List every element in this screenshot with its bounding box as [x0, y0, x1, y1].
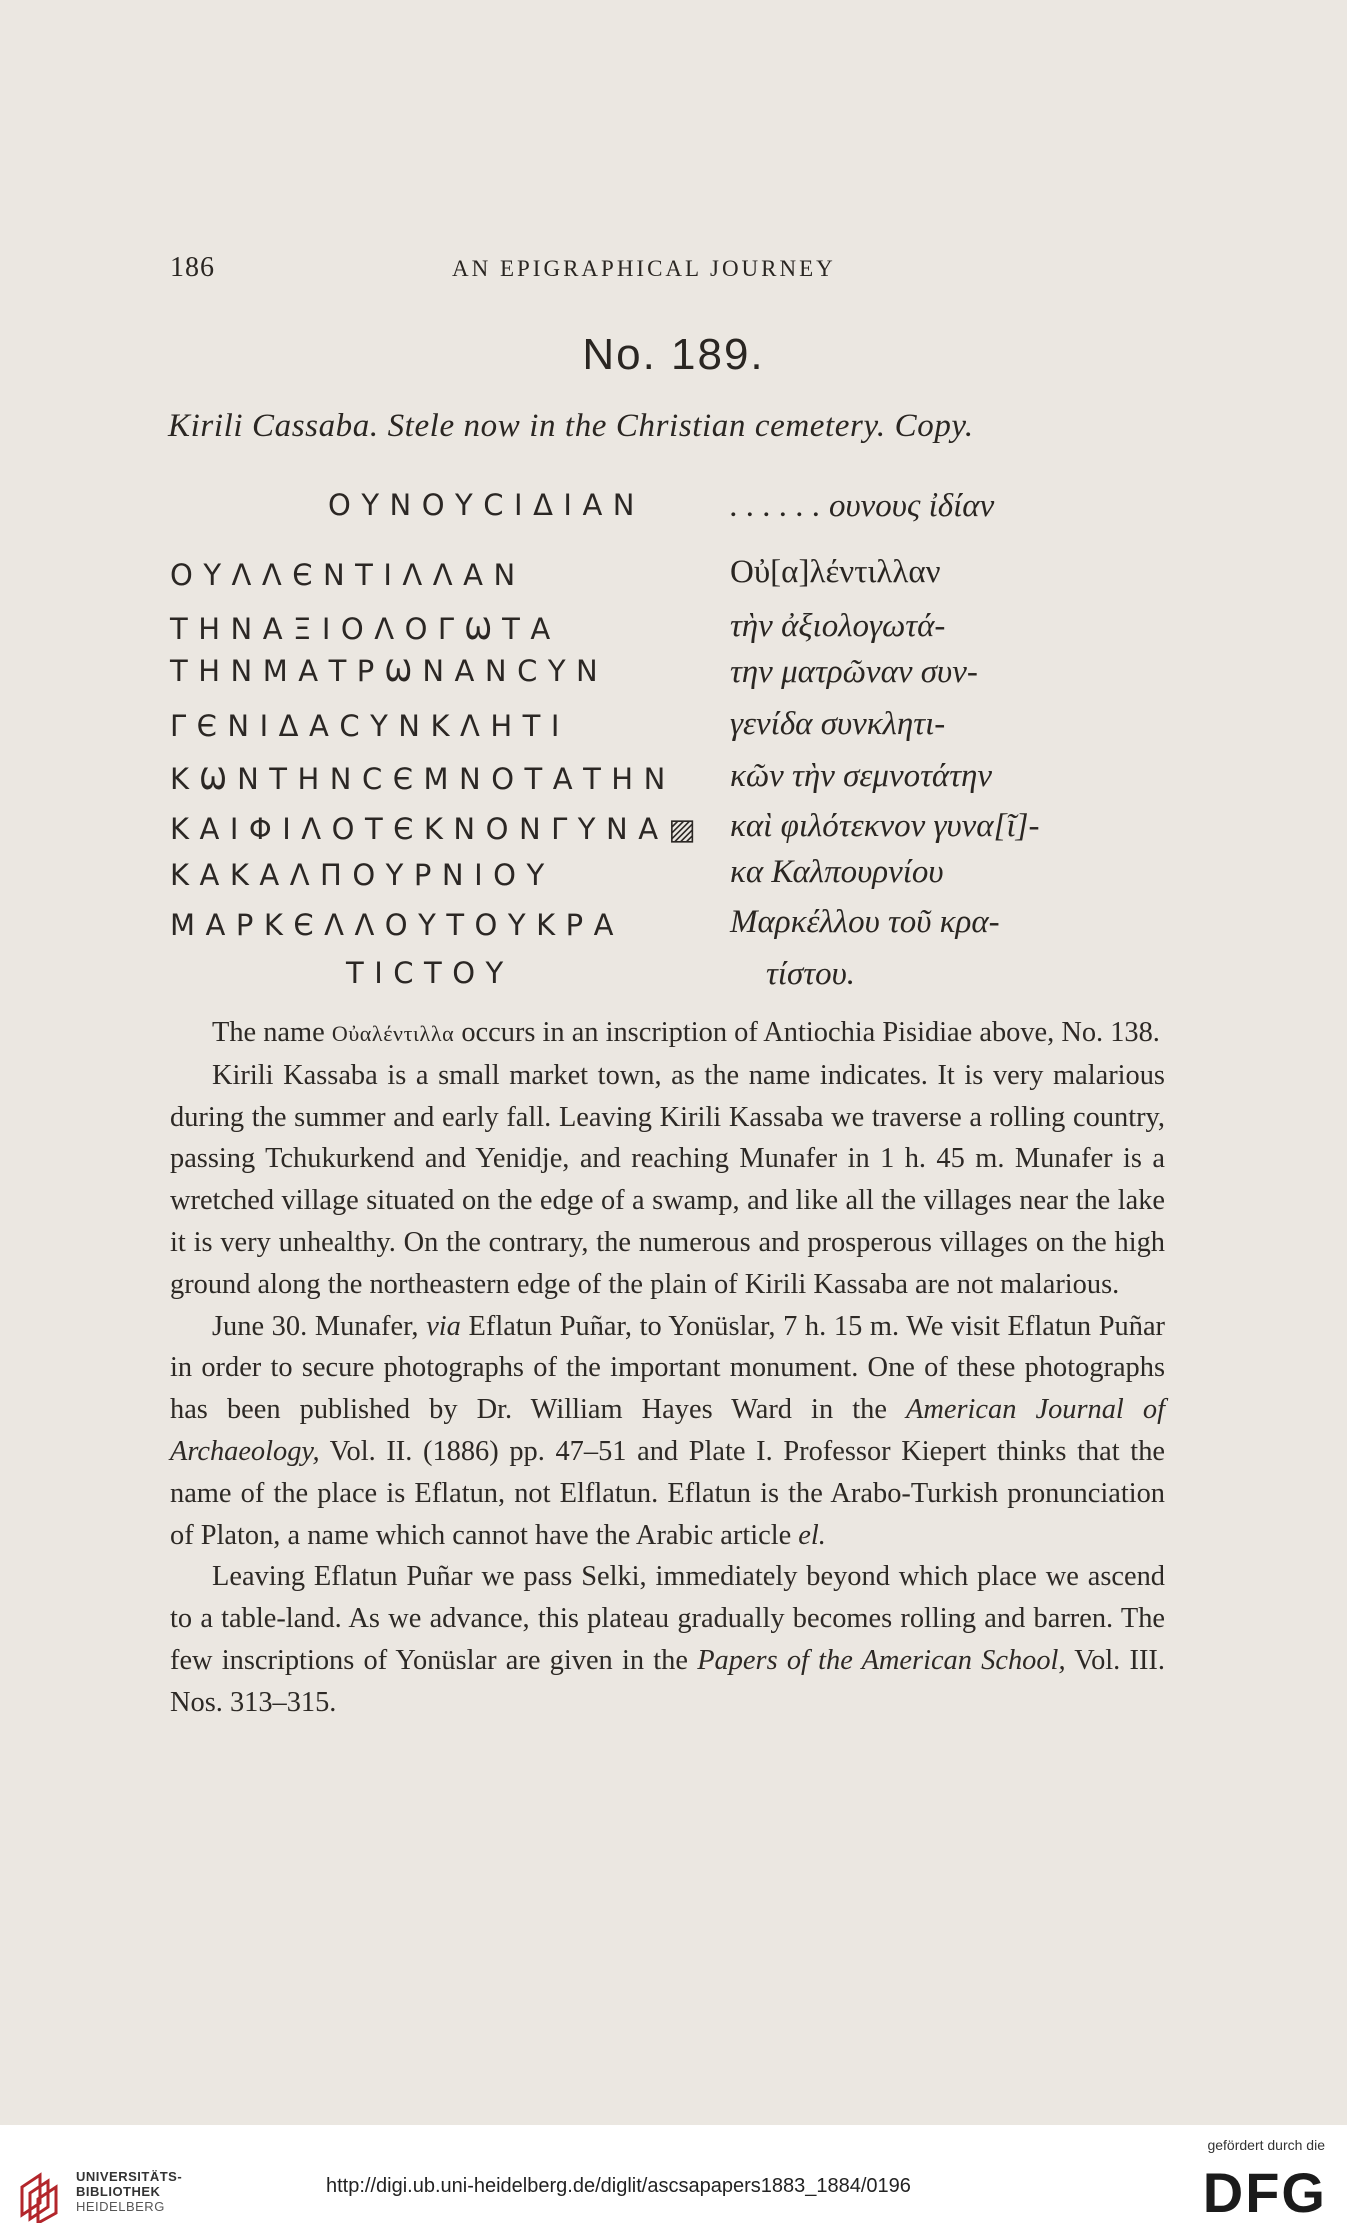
uncial-line: ΚѠΝΤΗΝϹЄΜΝΟΤΑΤΗΝ: [170, 762, 676, 796]
text-run: June 30. Munafer,: [212, 1310, 427, 1342]
library-name: [76, 2169, 182, 2214]
text-run: Vol. III. Nos. 313–315.: [170, 1644, 1165, 1718]
transcription-line: . . . . . . ουνους ἰδίαν: [730, 488, 995, 524]
library-name-line: UNIVERSITÄTS-: [76, 2169, 183, 2184]
text-run: Vol. II. (1886) pp. 47–51 and Plate I. Professor Kiepert thinks that the name of the place is Eflatun, not Elflatun. Eflatun is the Arabo-Turkish pronunciation of Platon, a name which cannot have the Arabic article: [170, 1435, 1165, 1551]
library-name-line: HEIDELBERG: [76, 2199, 165, 2214]
uncial-line: ΤΗΝΑΞΙΟΛΟΓѠΤΑ: [170, 612, 561, 646]
transcription-line: γενίδα συνκλητι-: [730, 706, 946, 742]
italic-run: via: [426, 1310, 461, 1342]
text-run: The name: [212, 1017, 332, 1048]
inscription-number: No. 189.: [582, 330, 765, 379]
funded-by-label: gefördert durch die: [1207, 2137, 1325, 2153]
uncial-line: ΚΑΚΑΛΠΟΥΡΝΙΟΥ: [170, 858, 555, 892]
paragraph-1: [170, 1012, 1165, 1055]
transcription-line: καὶ φιλότεκνον γυνα[ῖ]-: [730, 808, 1040, 844]
text-run: occurs in an inscription of Antiochia Pisidiae above, No. 138.: [454, 1017, 1160, 1048]
italic-run: el.: [798, 1519, 826, 1551]
uncial-line: ΜΑΡΚЄΛΛΟΥΤΟΥΚΡΑ: [170, 908, 624, 942]
greek-name: Οὐαλέντιλλα: [331, 1021, 455, 1046]
paragraph-4: [170, 1556, 1165, 1723]
running-title: AN EPIGRAPHICAL JOURNEY: [452, 256, 836, 281]
library-name-line: BIBLIOTHEK: [76, 2184, 161, 2199]
uncial-line: ΓЄΝΙΔΑϹΥΝΚΛΗΤΙ: [170, 709, 570, 743]
uncial-line: ΟΥΛΛЄΝΤΙΛΛΑΝ: [170, 558, 526, 592]
digitization-footer: [0, 2125, 1347, 2232]
transcription-line: τίστου.: [766, 956, 855, 992]
university-library-logo-icon: [16, 2171, 68, 2223]
transcription-line: κῶν τὴν σεμνοτάτην: [730, 758, 993, 794]
transcription-line: κα Καλπουρνίου: [730, 854, 944, 890]
paragraph-3: [170, 1306, 1165, 1557]
uncial-line: ΚΑΙΦΙΛΟΤЄΚΝΟΝΓΥΝΑ▨: [170, 812, 707, 846]
uncial-line: ΟΥΝΟΥϹΙΔΙΑΝ: [328, 488, 645, 522]
journal-title: American Journal of Archaeology,: [170, 1394, 1165, 1467]
page-number: 186: [170, 252, 215, 283]
series-title: Papers of the American School,: [697, 1644, 1066, 1676]
transcription-line: Μαρκέλλου τοῦ κρα-: [730, 904, 1000, 940]
inscription-subtitle: Kirili Cassaba. Stele now in the Christian cemetery. Copy.: [168, 408, 974, 444]
text-run: Eflatun Puñar, to Yonüslar, 7 h. 15 m. We visit Eflatun Puñar in order to secure photographs of the important monument. One of these photographs has been published by Dr. William Hayes Ward in the: [170, 1310, 1165, 1426]
body-text: [170, 1012, 1165, 1724]
transcription-line: Οὐ[α]λέντιλλαν: [730, 554, 941, 590]
uncial-line: ΤΗΝΜΑΤΡѠΝΑΝϹΥΝ: [170, 654, 609, 688]
transcription-line: την ματρῶναν συν-: [730, 654, 978, 690]
paragraph-2: Kirili Kassaba is a small market town, as the name indicates. It is very malarious during the summer and early fall. Leaving Kirili Kassaba we traverse a rolling country, passing Tchukurkend and Yenidje, and reaching Munafer in 1 h. 45 m. Munafer is a wretched village situated on the edge of a swamp, and like all the villages near the lake it is very unhealthy. On the contrary, the numerous and prosperous villages on the high ground along the northeastern edge of the plain of Kirili Kassaba are not malarious.: [170, 1059, 1165, 1300]
uncial-line: ΤΙϹΤΟΥ: [346, 956, 514, 990]
dfg-logo: DFG: [1202, 2161, 1327, 2224]
text-run: Leaving Eflatun Puñar we pass Selki, immediately beyond which place we ascend to a table-land. As we advance, this plateau gradually becomes rolling and barren. The few inscriptions of Yonüslar are given in the: [170, 1561, 1165, 1676]
permalink-url[interactable]: http://digi.ub.uni-heidelberg.de/diglit/ascsapapers1883_1884/0196: [326, 2175, 911, 2197]
transcription-line: τὴν ἀξιολογωτά-: [730, 608, 946, 644]
